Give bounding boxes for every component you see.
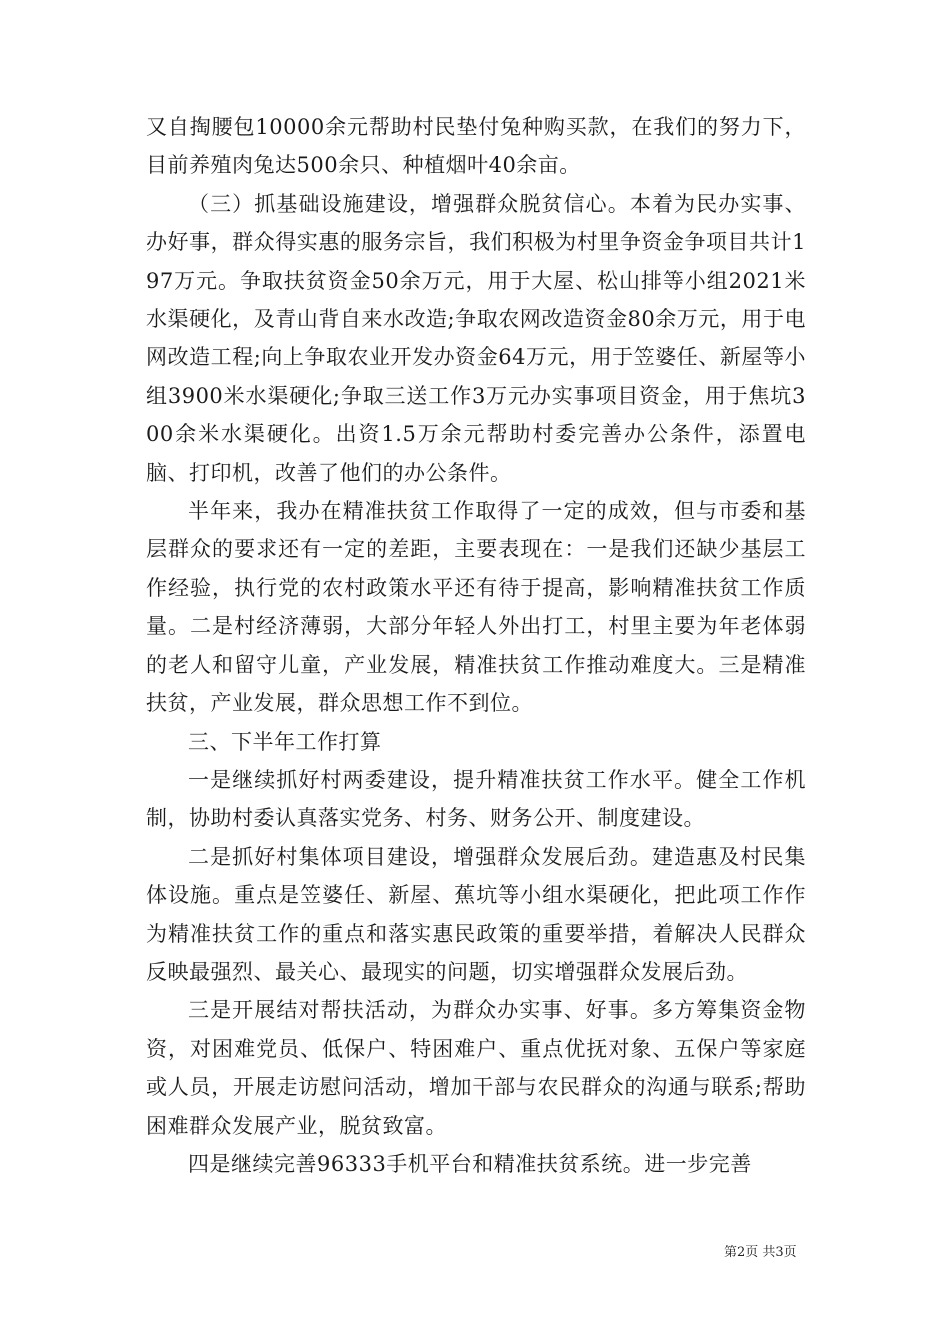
paragraph-6: 三是开展结对帮扶活动，为群众办实事、好事。多方筹集资金物资，对困难党员、低保户、特困难户、重点优抚对象、五保户等家庭或人员，开展走访慰问活动，增加干部与农民群众的沟通与联系;帮助困难群众发展产业，脱贫致富。 <box>146 998 806 1138</box>
paragraph-2: （三）抓基础设施建设，增强群众脱贫信心。本着为民办实事、办好事，群众得实惠的服务宗旨，我们积极为村里争资金争项目共计197万元。争取扶贫资金50余万元，用于大屋、松山排等小组2021米水渠硬化，及青山背自来水改造;争取农网改造资金80余万元，用于电网改造工程;向上争取农业开发办资金64万元，用于笠婆任、新屋等小组3900米水渠硬化;争取三送工作3万元办实事项目资金，用于焦坑300余米水渠硬化。出资1.5万余元帮助村委完善办公条件，添置电脑、打印机，改善了他们的办公条件。 <box>146 191 806 485</box>
paragraph-7: 四是继续完善96333手机平台和精准扶贫系统。进一步完善 <box>188 1151 752 1176</box>
paragraph-1: 又自掏腰包10000余元帮助村民垫付兔种购买款，在我们的努力下，目前养殖肉兔达500余只、种植烟叶40余亩。 <box>146 115 806 178</box>
section-heading: 三、下半年工作打算 <box>188 729 382 754</box>
paragraph-5: 二是抓好村集体项目建设，增强群众发展后劲。建造惠及村民集体设施。重点是笠婆任、新屋、蕉坑等小组水渠硬化，把此项工作作为精准扶贫工作的重点和落实惠民政策的重要举措，着解决人民群众反映最强烈、最关心、最现实的问题，切实增强群众发展后劲。 <box>146 844 806 984</box>
paragraph-4: 一是继续抓好村两委建设，提升精准扶贫工作水平。健全工作机制，协助村委认真落实党务、村务、财务公开、制度建设。 <box>146 767 806 831</box>
document-body <box>146 108 806 1183</box>
paragraph-3: 半年来，我办在精准扶贫工作取得了一定的成效，但与市委和基层群众的要求还有一定的差距，主要表现在：一是我们还缺少基层工作经验，执行党的农村政策水平还有待于提高，影响精准扶贫工作质量。二是村经济薄弱，大部分年轻人外出打工，村里主要为年老体弱的老人和留守儿童，产业发展，精准扶贫工作推动难度大。三是精准扶贫，产业发展，群众思想工作不到位。 <box>146 499 806 716</box>
page-number-footer: 第2页 共3页 <box>724 1245 797 1260</box>
